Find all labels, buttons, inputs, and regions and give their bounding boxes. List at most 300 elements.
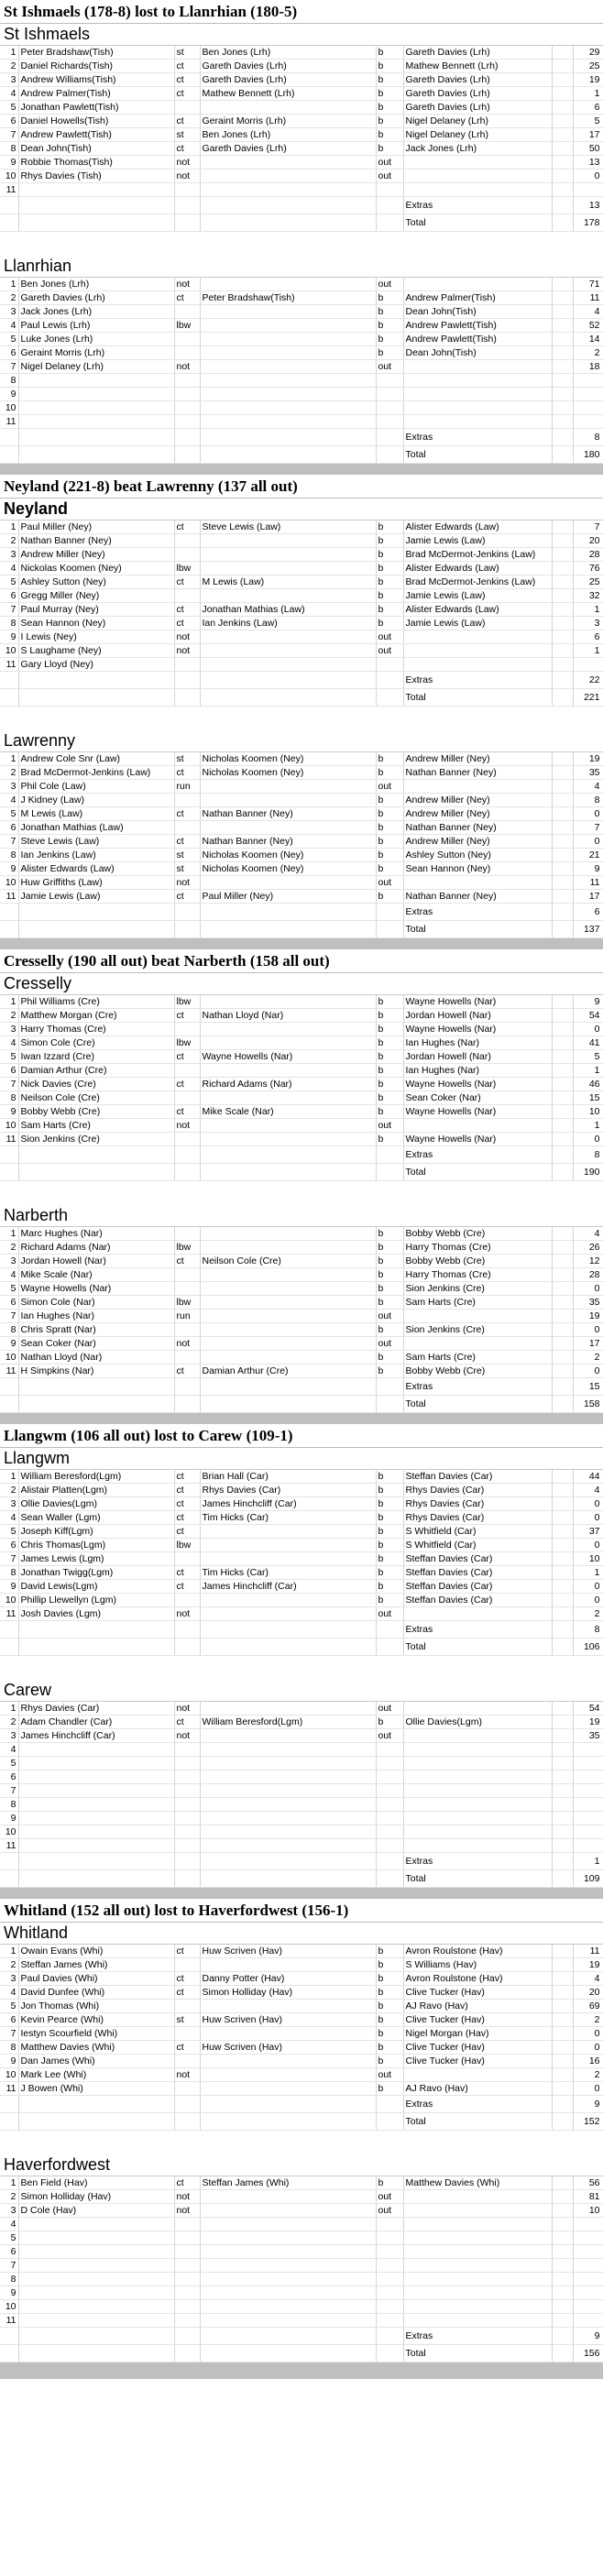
- batter-name: Jordan Howell (Nar): [18, 1255, 174, 1268]
- batter-number: 9: [0, 388, 18, 401]
- dismissal-type: ct: [174, 1009, 200, 1023]
- extras-row: [0, 1853, 603, 1870]
- dismissal-b: b: [376, 1091, 403, 1105]
- dismissal-b: b: [376, 1365, 403, 1378]
- batter-number: 7: [0, 128, 18, 142]
- bowler: [403, 401, 552, 415]
- batter-number: 6: [0, 1064, 18, 1078]
- spacer-cell: [552, 2190, 573, 2204]
- batting-row: [0, 658, 603, 672]
- spacer-cell: [552, 835, 573, 849]
- batting-row: [0, 142, 603, 156]
- batting-row: [0, 1770, 603, 1784]
- runs: 10: [573, 2204, 603, 2218]
- batting-row: [0, 766, 603, 780]
- empty-cell: [376, 197, 403, 214]
- batter-number: 8: [0, 617, 18, 630]
- dismissal-type: [174, 1757, 200, 1770]
- empty-cell: [18, 429, 174, 446]
- spacer-cell: [552, 1839, 573, 1853]
- spacer-cell: [552, 904, 573, 921]
- fielder: Jonathan Mathias (Law): [200, 603, 376, 617]
- dismissal-b: b: [376, 1105, 403, 1119]
- runs: [573, 1770, 603, 1784]
- runs: [573, 1757, 603, 1770]
- batter-number: 5: [0, 1282, 18, 1296]
- dismissal-b: b: [376, 1133, 403, 1146]
- dismissal-type: [174, 2286, 200, 2300]
- dismissal-type: [174, 2082, 200, 2096]
- dismissal-type: ct: [174, 766, 200, 780]
- batting-row: [0, 2245, 603, 2259]
- empty-cell: [18, 921, 174, 938]
- dismissal-type: [174, 2218, 200, 2231]
- runs: 0: [573, 1594, 603, 1607]
- batting-row: [0, 1133, 603, 1146]
- bowler: [403, 876, 552, 890]
- batting-row: [0, 1986, 603, 2000]
- batter-name: Jamie Lewis (Law): [18, 890, 174, 904]
- spacer-cell: [552, 1511, 573, 1525]
- batter-name: Chris Thomas(Lgm): [18, 1539, 174, 1552]
- bowler: Clive Tucker (Hav): [403, 2013, 552, 2027]
- bowler: Clive Tucker (Hav): [403, 2041, 552, 2055]
- batting-row: [0, 1337, 603, 1351]
- match-title: Whitland (152 all out) lost to Haverfordwest (156-1): [0, 1899, 603, 1923]
- batter-name: Owain Evans (Whi): [18, 1945, 174, 1958]
- spacer-cell: [552, 1351, 573, 1365]
- runs: 0: [573, 170, 603, 183]
- fielder: James Hinchcliff (Car): [200, 1497, 376, 1511]
- empty-cell: [200, 197, 376, 214]
- dismissal-type: [174, 1351, 200, 1365]
- bowler: [403, 2204, 552, 2218]
- batter-name: Gregg Miller (Ney): [18, 589, 174, 603]
- dismissal-type: lbw: [174, 1296, 200, 1310]
- extras-label: Extras: [403, 904, 552, 921]
- empty-cell: [174, 1396, 200, 1413]
- batter-number: 3: [0, 1729, 18, 1743]
- batter-number: 3: [0, 73, 18, 87]
- empty-cell: [376, 1639, 403, 1656]
- fielder: [200, 319, 376, 333]
- fielder: [200, 1119, 376, 1133]
- dismissal-b: b: [376, 1470, 403, 1484]
- batter-name: Geraint Morris (Lrh): [18, 346, 174, 360]
- match-separator: [0, 1888, 603, 1899]
- batter-number: 6: [0, 1539, 18, 1552]
- runs: 13: [573, 156, 603, 170]
- batting-row: [0, 128, 603, 142]
- empty-cell: [18, 1870, 174, 1888]
- empty-cell: [0, 446, 18, 464]
- fielder: [200, 2204, 376, 2218]
- total-value: 190: [573, 1164, 603, 1181]
- batting-row: [0, 794, 603, 807]
- batter-number: 6: [0, 1770, 18, 1784]
- innings-gap: [0, 1181, 603, 1205]
- fielder: [200, 1023, 376, 1036]
- batter-name: I Lewis (Ney): [18, 630, 174, 644]
- batting-row: [0, 360, 603, 374]
- bowler: Nathan Banner (Ney): [403, 766, 552, 780]
- batter-number: 4: [0, 319, 18, 333]
- runs: 2: [573, 2068, 603, 2082]
- runs: 46: [573, 1078, 603, 1091]
- bowler: Alister Edwards (Law): [403, 562, 552, 575]
- batting-row: [0, 305, 603, 319]
- batter-name: M Lewis (Law): [18, 807, 174, 821]
- dismissal-b: b: [376, 115, 403, 128]
- fielder: [200, 1594, 376, 1607]
- fielder: [200, 2000, 376, 2013]
- batter-name: Alister Edwards (Law): [18, 862, 174, 876]
- empty-cell: [0, 1621, 18, 1639]
- batter-number: 8: [0, 2041, 18, 2055]
- fielder: Steffan James (Whi): [200, 2176, 376, 2190]
- spacer-cell: [552, 1798, 573, 1812]
- bowler: Ian Hughes (Nar): [403, 1036, 552, 1050]
- batter-name: [18, 1839, 174, 1853]
- batting-row: [0, 87, 603, 101]
- dismissal-type: [174, 1133, 200, 1146]
- runs: [573, 1812, 603, 1825]
- dismissal-b: b: [376, 87, 403, 101]
- fielder: [200, 548, 376, 562]
- total-label: Total: [403, 689, 552, 707]
- empty-cell: [0, 672, 18, 689]
- spacer-cell: [552, 1023, 573, 1036]
- batting-row: [0, 575, 603, 589]
- bowler: Gareth Davies (Lrh): [403, 87, 552, 101]
- total-row: [0, 1639, 603, 1656]
- bowler: [403, 1770, 552, 1784]
- dismissal-b: b: [376, 1064, 403, 1078]
- runs: 2: [573, 1607, 603, 1621]
- total-value: 221: [573, 689, 603, 707]
- batting-row: [0, 1365, 603, 1378]
- runs: 19: [573, 1958, 603, 1972]
- batter-name: Paul Davies (Whi): [18, 1972, 174, 1986]
- dismissal-b: [376, 1757, 403, 1770]
- spacer-cell: [552, 1146, 573, 1164]
- dismissal-type: [174, 1784, 200, 1798]
- total-row: [0, 1396, 603, 1413]
- dismissal-type: not: [174, 630, 200, 644]
- batting-row: [0, 2082, 603, 2096]
- fielder: [200, 1282, 376, 1296]
- runs: [573, 2314, 603, 2328]
- dismissal-type: not: [174, 2190, 200, 2204]
- dismissal-b: [376, 2286, 403, 2300]
- batter-name: [18, 183, 174, 197]
- dismissal-b: b: [376, 794, 403, 807]
- match-section: [0, 949, 603, 1413]
- batting-row: [0, 101, 603, 115]
- fielder: [200, 534, 376, 548]
- runs: 4: [573, 1227, 603, 1241]
- fielder: [200, 360, 376, 374]
- total-row: [0, 1870, 603, 1888]
- empty-cell: [376, 1378, 403, 1396]
- batter-number: 11: [0, 1839, 18, 1853]
- runs: 2: [573, 2013, 603, 2027]
- batting-row: [0, 415, 603, 429]
- batter-name: Jonathan Pawlett(Tish): [18, 101, 174, 115]
- dismissal-type: [174, 2231, 200, 2245]
- spacer-cell: [552, 1365, 573, 1378]
- dismissal-b: out: [376, 170, 403, 183]
- runs: [573, 1825, 603, 1839]
- dismissal-b: b: [376, 1497, 403, 1511]
- batting-row: [0, 1064, 603, 1078]
- fielder: [200, 1241, 376, 1255]
- batter-number: 5: [0, 2000, 18, 2013]
- dismissal-b: b: [376, 1594, 403, 1607]
- dismissal-b: [376, 374, 403, 388]
- empty-cell: [200, 1870, 376, 1888]
- batter-name: Bobby Webb (Cre): [18, 1105, 174, 1119]
- batting-row: [0, 1958, 603, 1972]
- batting-row: [0, 1023, 603, 1036]
- batter-name: Rhys Davies (Tish): [18, 170, 174, 183]
- spacer-cell: [552, 2082, 573, 2096]
- dismissal-b: b: [376, 101, 403, 115]
- total-label: Total: [403, 1396, 552, 1413]
- batter-number: 2: [0, 1009, 18, 1023]
- batter-number: 4: [0, 1986, 18, 2000]
- spacer-cell: [552, 1870, 573, 1888]
- batting-row: [0, 1716, 603, 1729]
- batting-row: [0, 849, 603, 862]
- dismissal-type: [174, 1825, 200, 1839]
- runs: 35: [573, 1729, 603, 1743]
- empty-cell: [174, 672, 200, 689]
- dismissal-type: [174, 2314, 200, 2328]
- batting-row: [0, 319, 603, 333]
- dismissal-type: [174, 1064, 200, 1078]
- bowler: Sion Jenkins (Cre): [403, 1323, 552, 1337]
- batter-name: Andrew Williams(Tish): [18, 73, 174, 87]
- total-value: 158: [573, 1396, 603, 1413]
- bowler: Nigel Delaney (Lrh): [403, 128, 552, 142]
- runs: [573, 2231, 603, 2245]
- dismissal-type: [174, 1227, 200, 1241]
- extras-row: [0, 672, 603, 689]
- batter-number: 9: [0, 156, 18, 170]
- dismissal-b: out: [376, 1119, 403, 1133]
- bowler: Jamie Lewis (Law): [403, 589, 552, 603]
- fielder: [200, 1798, 376, 1812]
- dismissal-b: b: [376, 589, 403, 603]
- bowler: [403, 1729, 552, 1743]
- spacer-cell: [552, 1594, 573, 1607]
- batter-name: Harry Thomas (Cre): [18, 1023, 174, 1036]
- spacer-cell: [552, 1323, 573, 1337]
- spacer-cell: [552, 319, 573, 333]
- spacer-cell: [552, 780, 573, 794]
- match-title: Llangwm (106 all out) lost to Carew (109-1): [0, 1424, 603, 1448]
- spacer-cell: [552, 2314, 573, 2328]
- batter-name: [18, 1812, 174, 1825]
- dismissal-type: ct: [174, 1255, 200, 1268]
- spacer-cell: [552, 1036, 573, 1050]
- empty-cell: [376, 1146, 403, 1164]
- empty-cell: [174, 689, 200, 707]
- bowler: Andrew Miller (Ney): [403, 835, 552, 849]
- batter-number: 1: [0, 1945, 18, 1958]
- runs: 1: [573, 644, 603, 658]
- spacer-cell: [552, 766, 573, 780]
- dismissal-type: ct: [174, 1484, 200, 1497]
- total-value: 152: [573, 2113, 603, 2131]
- runs: 6: [573, 630, 603, 644]
- spacer-cell: [552, 2113, 573, 2131]
- dismissal-type: [174, 333, 200, 346]
- runs: 0: [573, 1511, 603, 1525]
- empty-cell: [18, 446, 174, 464]
- total-value: 178: [573, 214, 603, 232]
- fielder: [200, 2273, 376, 2286]
- batter-name: [18, 2314, 174, 2328]
- spacer-cell: [552, 60, 573, 73]
- dismissal-type: [174, 346, 200, 360]
- runs: 1: [573, 1064, 603, 1078]
- dismissal-type: [174, 2245, 200, 2259]
- spacer-cell: [552, 807, 573, 821]
- fielder: [200, 2231, 376, 2245]
- batter-name: Alistair Platten(Lgm): [18, 1484, 174, 1497]
- empty-cell: [200, 1396, 376, 1413]
- dismissal-type: ct: [174, 603, 200, 617]
- fielder: [200, 2082, 376, 2096]
- extras-label: Extras: [403, 672, 552, 689]
- bowler: AJ Ravo (Hav): [403, 2082, 552, 2096]
- spacer-cell: [552, 1770, 573, 1784]
- runs: 1: [573, 1566, 603, 1580]
- bowler: [403, 388, 552, 401]
- batter-number: 6: [0, 1296, 18, 1310]
- runs: 1: [573, 1119, 603, 1133]
- bowler: [403, 780, 552, 794]
- dismissal-type: ct: [174, 87, 200, 101]
- runs: 9: [573, 862, 603, 876]
- bowler: S Whitfield (Car): [403, 1525, 552, 1539]
- batting-row: [0, 1036, 603, 1050]
- dismissal-b: b: [376, 1580, 403, 1594]
- empty-cell: [174, 1164, 200, 1181]
- dismissal-type: not: [174, 2204, 200, 2218]
- batter-number: 11: [0, 658, 18, 672]
- total-label: Total: [403, 446, 552, 464]
- dismissal-b: b: [376, 142, 403, 156]
- runs: 0: [573, 1365, 603, 1378]
- match-section: [0, 1424, 603, 1888]
- empty-cell: [18, 2113, 174, 2131]
- total-label: Total: [403, 921, 552, 938]
- batting-row: [0, 1539, 603, 1552]
- bowler: [403, 630, 552, 644]
- match-section: [0, 1899, 603, 2362]
- runs: 2: [573, 1351, 603, 1365]
- batter-number: 3: [0, 548, 18, 562]
- batting-row: [0, 1497, 603, 1511]
- batter-number: 7: [0, 2027, 18, 2041]
- batting-row: [0, 346, 603, 360]
- spacer-cell: [552, 1986, 573, 2000]
- batter-number: 10: [0, 2300, 18, 2314]
- batter-number: 6: [0, 115, 18, 128]
- batter-name: Luke Jones (Lrh): [18, 333, 174, 346]
- runs: 26: [573, 1241, 603, 1255]
- spacer-cell: [552, 374, 573, 388]
- spacer-cell: [552, 101, 573, 115]
- batter-number: 9: [0, 1580, 18, 1594]
- batter-name: Adam Chandler (Car): [18, 1716, 174, 1729]
- batter-number: 10: [0, 1594, 18, 1607]
- dismissal-type: [174, 1594, 200, 1607]
- dismissal-b: b: [376, 1986, 403, 2000]
- batting-row: [0, 401, 603, 415]
- batting-row: [0, 1105, 603, 1119]
- dismissal-b: b: [376, 46, 403, 60]
- batter-name: [18, 1798, 174, 1812]
- empty-cell: [174, 921, 200, 938]
- batter-name: Iwan Izzard (Cre): [18, 1050, 174, 1064]
- extras-row: [0, 197, 603, 214]
- batter-number: 9: [0, 2286, 18, 2300]
- batter-number: 11: [0, 415, 18, 429]
- dismissal-b: b: [376, 890, 403, 904]
- dismissal-b: b: [376, 1566, 403, 1580]
- fielder: [200, 388, 376, 401]
- spacer-cell: [552, 2055, 573, 2068]
- batting-row: [0, 1470, 603, 1484]
- batting-row: [0, 1310, 603, 1323]
- runs: 32: [573, 589, 603, 603]
- fielder: [200, 1091, 376, 1105]
- batter-number: 1: [0, 2176, 18, 2190]
- fielder: [200, 1337, 376, 1351]
- spacer-cell: [552, 305, 573, 319]
- runs: 52: [573, 319, 603, 333]
- batter-number: 3: [0, 780, 18, 794]
- empty-cell: [200, 1621, 376, 1639]
- bowler: [403, 2300, 552, 2314]
- batter-name: Jon Thomas (Whi): [18, 2000, 174, 2013]
- fielder: Paul Miller (Ney): [200, 890, 376, 904]
- batter-name: David Dunfee (Whi): [18, 1986, 174, 2000]
- batter-number: 9: [0, 1337, 18, 1351]
- batter-number: 10: [0, 1825, 18, 1839]
- innings-team-name: Haverfordwest: [0, 2154, 603, 2176]
- empty-cell: [174, 904, 200, 921]
- fielder: Neilson Cole (Cre): [200, 1255, 376, 1268]
- batting-table: [0, 2176, 603, 2362]
- batting-row: [0, 1945, 603, 1958]
- spacer-cell: [552, 921, 573, 938]
- bowler: Avron Roulstone (Hav): [403, 1945, 552, 1958]
- batter-number: 2: [0, 766, 18, 780]
- dismissal-type: [174, 548, 200, 562]
- batter-name: [18, 2231, 174, 2245]
- spacer-cell: [552, 214, 573, 232]
- spacer-cell: [552, 333, 573, 346]
- dismissal-b: [376, 1743, 403, 1757]
- batting-table: [0, 752, 603, 938]
- runs: 2: [573, 346, 603, 360]
- fielder: Mike Scale (Nar): [200, 1105, 376, 1119]
